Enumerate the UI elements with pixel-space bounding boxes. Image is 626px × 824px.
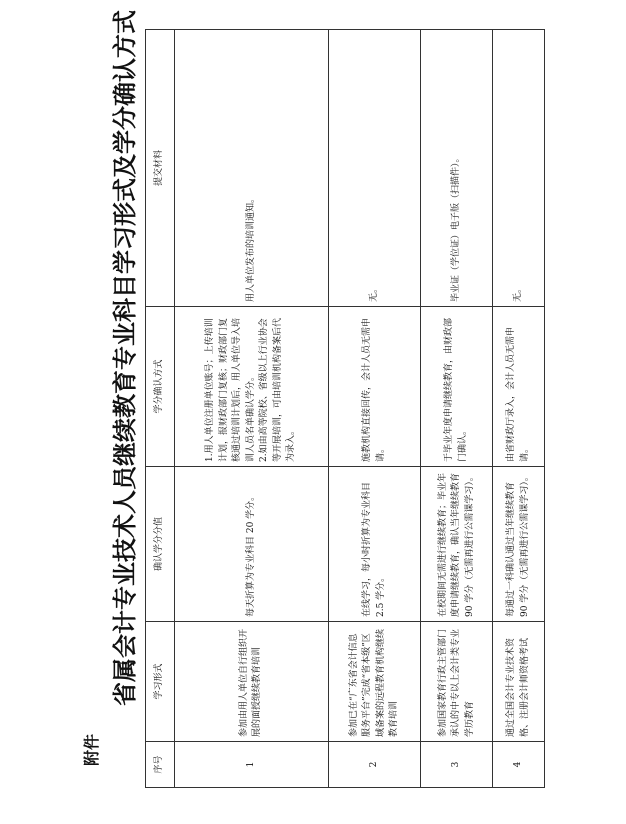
row-no: 3	[421, 742, 493, 788]
row-no: 1	[175, 742, 329, 788]
row-form: 参加由用人单位自行组织开展的面授继续教育培训	[175, 622, 329, 742]
document-title: 省属会计专业技术人员继续教育专业科目学习形式及学分确认方式	[110, 10, 139, 706]
table-row	[493, 29, 545, 787]
row-form: 通过全国会计专业技术资格、注册会计师资格考试	[493, 622, 545, 742]
row-confirm	[175, 307, 329, 467]
credit-table-container	[145, 30, 545, 788]
table-row	[328, 29, 421, 787]
row-materials: 毕业证（学位证）电子版（扫描件）。	[421, 29, 493, 306]
row-materials: 无。	[328, 29, 421, 306]
row-credit: 每通过一科确认通过当年继续教育 90 学分（无需再进行公需课学习）。	[493, 467, 545, 622]
row-confirm: 于毕业年度申请继续教育，由财政部门确认。	[421, 307, 493, 467]
credit-table	[145, 29, 545, 788]
row-materials: 无。	[493, 29, 545, 306]
row-credit: 在校期间无需进行继续教育；毕业年度申请继续教育，确认当年继续教育 90 学分（无需再进行公需课学习）。	[421, 467, 493, 622]
row-credit: 在线学习，每小时折算为专业科目 2.5 学分。	[328, 467, 421, 622]
attachment-label: 附件	[82, 733, 101, 766]
row-confirm-item-1: 1.用人单位注册单位账号；上传培训计划，报财政部门复核；财政部门复核通过培训计划后，用人单位导入培训人员名单确认学分。	[205, 317, 256, 462]
table-row	[421, 29, 493, 787]
row-confirm: 由省财政厅录入，会计人员无需申请。	[493, 307, 545, 467]
header-materials: 提交材料	[146, 29, 175, 306]
row-confirm: 施教机构直接回传，会计人员无需申请。	[328, 307, 421, 467]
row-credit: 每天折算为专业科目 20 学分。	[175, 467, 329, 622]
row-form: 参加国家教育行政主管部门承认的中专以上会计类专业学历教育	[421, 622, 493, 742]
header-no: 序号	[146, 742, 175, 788]
header-form: 学习形式	[146, 622, 175, 742]
row-no: 4	[493, 742, 545, 788]
row-confirm-item-2: 2.如由高等院校、省级以上行业协会等开展培训，可由培训机构备案后代为录入。	[259, 317, 297, 462]
row-materials: 用人单位发布的培训通知。	[175, 29, 329, 306]
table-row	[175, 29, 329, 787]
row-no: 2	[328, 742, 421, 788]
header-credit: 确认学分分值	[146, 467, 175, 622]
table-header-row	[146, 29, 175, 787]
row-form: 参加已在“广东省会计信息服务平台”完成“省本级”区域备案的远程教育机构继续教育培训	[328, 622, 421, 742]
header-confirm: 学分确认方式	[146, 307, 175, 467]
